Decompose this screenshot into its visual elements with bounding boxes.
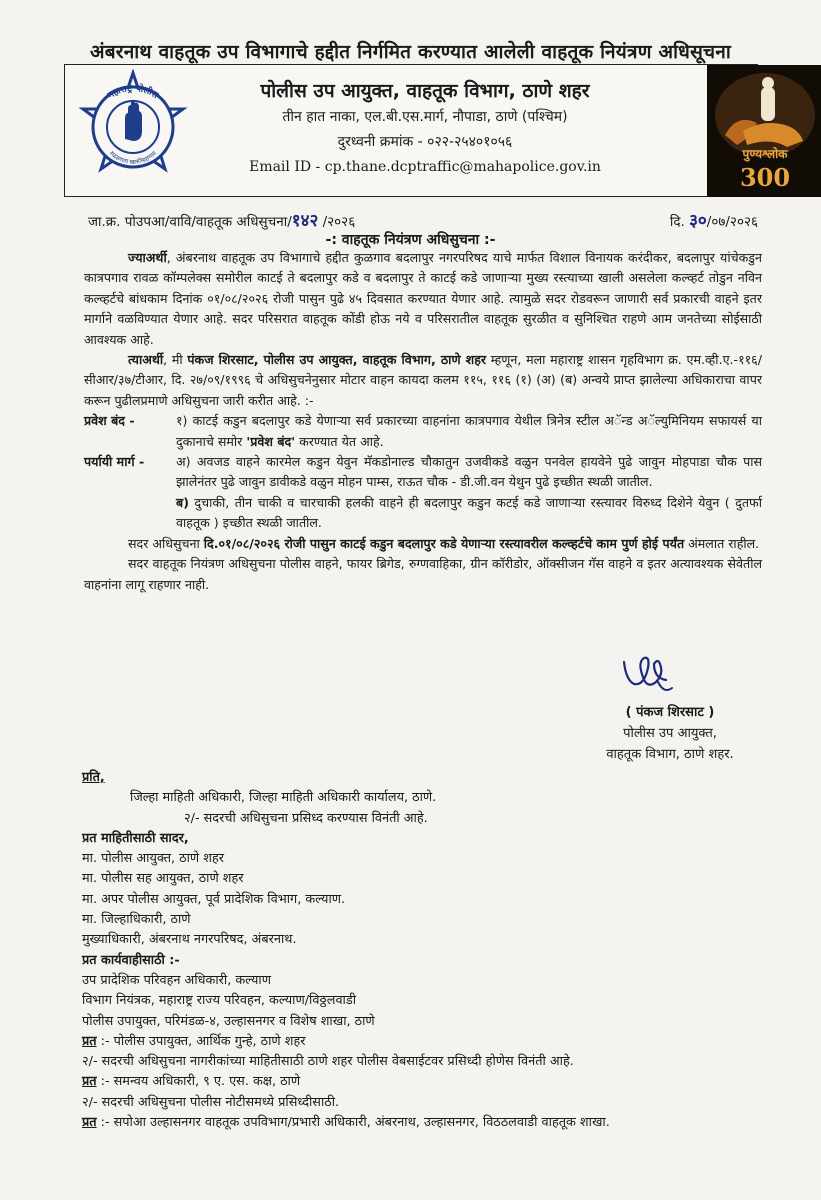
reference-number: [88, 208, 355, 231]
entry-closed-text: [176, 411, 762, 452]
info-recipient: मा. पोलीस सह आयुक्त, ठाणे शहर: [82, 871, 244, 887]
action-recipient: विभाग नियंत्रक, महाराष्ट्र राज्य परिवहन, कल्याण/विठ्ठलवाडी: [82, 993, 357, 1009]
copy-line: [82, 1113, 762, 1133]
commemorative-emblem: [707, 65, 821, 197]
therefore-text-b: म्हणून, मला महाराष्ट्र शासन गृहविभाग क्र. एम.व्ही.ए.-११६/सीआर/३७/टीआर, दि. २७/०९/१९९६ चे अधिसुचनेनुसार मोटार वाहन कायदा कलम ११५, ११६ (१) (अ) (ब) अन्वये प्राप्त झालेल्या अधिकाराचा वापर करून पुढीलप्रमाणे अधिसुचना जारी करीत आहे. :-: [84, 352, 762, 408]
info-recipient: मा. अपर पोलीस आयुक्त, पूर्व प्रादेशिक विभाग, कल्याण.: [82, 891, 346, 907]
notification-subject: -: वाहतूक नियंत्रण अधिसुचना :-: [325, 232, 496, 248]
office-email: Email ID - cp.thane.dcptraffic@mahapolice.gov.in: [249, 159, 601, 175]
logo-text-bottom: सद्रक्षणाय खलनिग्रहणाय: [108, 149, 159, 166]
reference-handwritten-number: १४२: [291, 211, 319, 231]
reference-year: /२०२६: [318, 214, 356, 230]
entry-closed-label: प्रवेश बंद -: [84, 413, 135, 429]
to-recipient-note: २/- सदरची अधिसुचना प्रसिध्द करण्यास विनंती आहे.: [184, 810, 428, 826]
whereas-text: , अंबरनाथ वाहतूक उप विभागाचे हद्दीत कुळगाव बदलापुर नगरपरिषद याचे मार्फत विशाल विनायक करंदीकर, बदलापुर यांचेकडुन कात्रपगाव रावळ कॉम्पलेक्स समोरील काटई ते बदलापुर कडे व बदलापुर ते काटई कडे जाणाऱ्या मुख्य रस्त्याच्या खाली असलेला कल्व्हर्ट तोडुन नविन कल्व्हर्टचे बांधकाम दिनांक ०१/०८/२०२६ रोजी पासुन पुढे ४५ दिवसात करण्यात येणार आहे. त्यामुळे सदर रोडवरून जाणारी सर्व प्रकारची वाहने इतर मार्गाने वळविण्यात येणार आहे. सदर परिसरात वाहतूक कोंडी होऊ नये व परिसरातील वाहतूक सुरळीत व सुनिश्चित राहणे आम जनतेच्या सोईसाठी आवश्यक आहे.: [84, 250, 762, 347]
validity-text-a: सदर अधिसुचना: [128, 535, 204, 551]
copy-line: [82, 1072, 762, 1092]
info-recipient: मा. जिल्हाधिकारी, ठाणे: [82, 912, 191, 928]
maharashtra-police-logo: [73, 69, 193, 191]
distribution-list: [82, 768, 762, 1133]
entry-closed-text-a: १) काटई कडुन बदलापुर कडे येणाऱ्या सर्व प्रकारच्या वाहनांना कात्रपगाव येथील त्रिनेत्र स्टील अॅन्ड अॅल्युमिनियम सफायर्स या दुकानाचे समोर: [176, 413, 762, 449]
copy-note: २/- सदरची अधिसुचना नागरीकांच्या माहितीसाठी ठाणे शहर पोलीस वेबसाईटवर प्रसिध्दी होणेस विनंती आहे.: [82, 1054, 574, 1070]
to-label-text: प्रति,: [82, 770, 105, 785]
date-day-handwritten: ३०: [689, 211, 707, 231]
action-recipient: पोलीस उपायुक्त, परिमंडळ-४, उल्हासनगर व विशेष शाखा, ठाणे: [82, 1013, 375, 1029]
entry-closed-bold: 'प्रवेश बंद': [246, 433, 296, 449]
date-prefix: दि.: [669, 214, 690, 230]
copy-label-text: प्रत: [82, 1074, 97, 1090]
entry-closed-section: [84, 411, 762, 452]
validity-paragraph: [84, 534, 762, 554]
reference-date: [670, 208, 758, 231]
to-label: [82, 768, 762, 788]
handwritten-signature: [568, 644, 768, 700]
logo-text-top: महाराष्ट्र पोलीस: [106, 83, 160, 102]
validity-text-b: अंमलात राहील.: [684, 535, 760, 551]
copy-label-text: प्रत: [82, 1033, 97, 1049]
whereas-paragraph: [84, 248, 762, 350]
copy-recipient: :- पोलीस उपायुक्त, आर्थिक गुन्हे, ठाणे शहर: [96, 1033, 306, 1049]
alternate-route-b: [84, 493, 762, 534]
action-recipient: उप प्रादेशिक परिवहन अधिकारी, कल्याण: [82, 972, 272, 988]
signatory-name: ( पंकज शिरसाट ): [625, 705, 715, 720]
copy-label: [82, 1034, 97, 1049]
copy-label: [82, 1115, 97, 1130]
office-phone: दुरध्वनी क्रमांक - ०२२-२५४०१०५६: [337, 134, 513, 150]
info-recipient: मुख्याधिकारी, अंबरनाथ नगरपरिषद, अंबरनाथ.: [82, 932, 297, 948]
entry-closed-text-b: करण्यात येत आहे.: [295, 433, 384, 449]
therefore-text-a: , मी: [163, 352, 188, 368]
alternate-route-b-text: दुचाकी, तीन चाकी व चारचाकी हलकी वाहने ही बदलापुर कडुन कटई कडे जाणाऱ्या रस्त्यावर विरुध्द दिशेने येवुन ( दुतर्फा वाहतूक ) इच्छीत स्थळी जातील.: [176, 494, 762, 531]
to-recipient: जिल्हा माहिती अधिकारी, जिल्हा माहिती अधिकारी कार्यालय, ठाणे.: [130, 790, 437, 806]
copy-recipient: :- समन्वय अधिकारी, ९ ए. एस. कक्ष, ठाणे: [96, 1074, 301, 1090]
copy-label-text: प्रत: [82, 1115, 97, 1131]
copy-line: [82, 1032, 762, 1052]
alternate-route-label: पर्यायी मार्ग -: [84, 454, 145, 470]
notification-body: [84, 248, 762, 595]
alternate-route-a: अ) अवजड वाहने कारमेल कडुन येवुन मॅकडोनाल्ड चौकातुन उजवीकडे वळुन पनवेल हायवेने पुढे जावुन मोहपाडा चौक पास झालेनंतर पुढे जावुन डावीकडे वळुन मोहन पाम्स, राऊत चौक - डी.जी.वन येथुन पुढे इच्छीत स्थळी जातील.: [176, 454, 762, 490]
emblem-text: पुण्यश्लोक: [742, 147, 788, 161]
officer-name: पंकज शिरसाट, पोलीस उप आयुक्त, वाहतूक विभाग, ठाणे शहर: [187, 352, 487, 368]
office-address: तीन हात नाका, एल.बी.एस.मार्ग, नौपाडा, ठाणे (पश्चिम): [282, 109, 568, 125]
copy-note: २/- सदरची अधिसुचना पोलीस नोटीसमध्ये प्रसिध्दीसाठी.: [82, 1094, 340, 1110]
signatory-block: [565, 702, 775, 765]
info-recipient: मा. पोलीस आयुक्त, ठाणे शहर: [82, 851, 224, 867]
reference-prefix: जा.क्र. पोउपआ/वावि/वाहतूक अधिसुचना/: [88, 214, 292, 230]
signatory-title: पोलीस उप आयुक्त,: [623, 726, 717, 741]
copy-recipient: :- सपोआ उल्हासनगर वाहतूक उपविभाग/प्रभारी अधिकारी, अंबरनाथ, उल्हासनगर, विठठलवाडी वाहतूक शाखा.: [96, 1115, 610, 1131]
copy-label: [82, 1074, 97, 1089]
letterhead: [64, 64, 791, 197]
alternate-route-b-lead: ब): [176, 494, 189, 510]
whereas-lead: ज्याअर्थी: [128, 250, 167, 265]
validity-bold: दि.०१/०८/२०२६ रोजी पासुन काटई कडुन बदलापुर कडे येणाऱ्या रस्त्यावरील कल्व्हर्टचे काम पुर्ण होई पर्यंत: [203, 535, 685, 551]
therefore-lead: त्याअर्थी: [128, 352, 164, 368]
alternate-route-section: [84, 452, 762, 493]
signatory-department: वाहतूक विभाग, ठाणे शहर.: [606, 747, 734, 762]
info-copy-label: प्रत माहितीसाठी सादर,: [82, 830, 189, 846]
action-copy-label: प्रत कार्यवाहीसाठी :-: [82, 952, 180, 968]
emblem-number: 300: [739, 163, 791, 192]
therefore-paragraph: [84, 350, 762, 411]
office-details: [225, 77, 625, 179]
office-name: पोलीस उप आयुक्त, वाहतूक विभाग, ठाणे शहर: [260, 80, 590, 102]
reference-line: [88, 208, 758, 230]
date-rest: /०७/२०२६: [706, 214, 758, 230]
document-title: अंबरनाथ वाहतूक उप विभागाचे हद्दीत निर्गमित करण्यात आलेली वाहतूक नियंत्रण अधिसूचना: [90, 41, 731, 63]
exemption-paragraph: सदर वाहतूक नियंत्रण अधिसुचना पोलीस वाहने, फायर ब्रिगेड, रुग्णवाहिका, ग्रीन कॉरीडोर, ऑक्सीजन गॅस वाहने व इतर अत्यावश्यक सेवेतील वाहनांना लागू राहणार नाही.: [84, 556, 762, 592]
